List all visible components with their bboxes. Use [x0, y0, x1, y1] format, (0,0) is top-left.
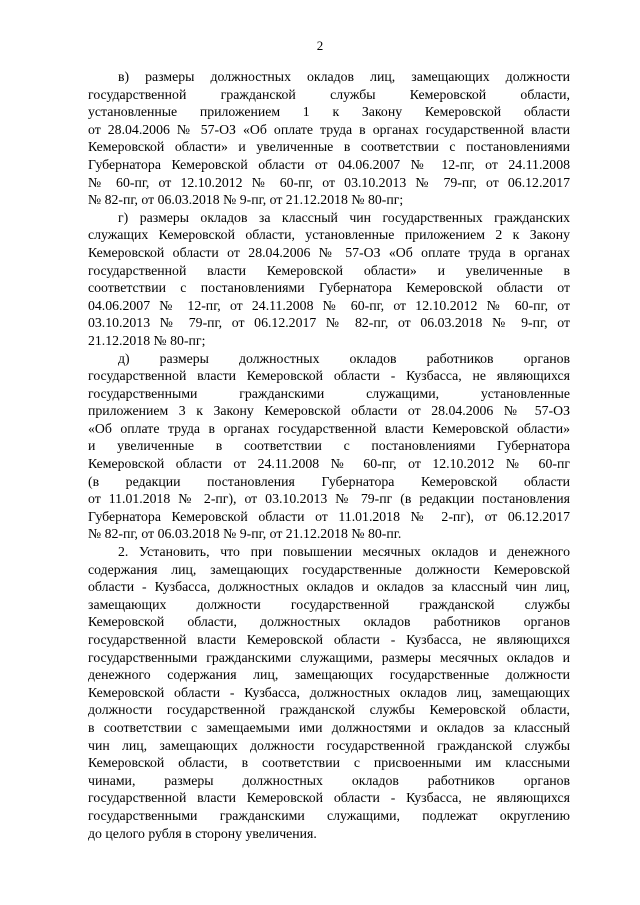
paragraph-d: [88, 350, 570, 544]
text-line: Кемеровской области» и увеличенные в соответствии с постановлениями: [88, 139, 570, 155]
text-line: № 82-пг, от 06.03.2018 № 9-пг, от 21.12.2018 № 80-пг;: [88, 192, 404, 208]
text-line: «Об оплате труда в органах государственной власти Кемеровской области»: [88, 420, 570, 436]
text-line: Губернатора Кемеровской области от 11.01.2018 № 2-пг), от 06.12.2017: [88, 508, 570, 524]
text-line: Кемеровской области, в соответствии с присвоенными им классными: [88, 755, 570, 771]
paragraph-g: [88, 209, 570, 350]
text-line: приложением 3 к Закону Кемеровской области от 28.04.2006 № 57-ОЗ: [88, 403, 570, 419]
text-line: в) размеры должностных окладов лиц, замещающих должности: [118, 69, 570, 84]
text-line: государственной власти Кемеровской области - Кузбасса, не являющихся: [88, 632, 570, 647]
text-line: чинами, размеры должностных окладов работников органов: [88, 772, 570, 788]
text-line: от 28.04.2006 № 57-ОЗ «Об оплате труда в органах государственной власти: [88, 121, 570, 137]
text-line: 21.12.2018 № 80-пг;: [88, 332, 206, 348]
text-line: № 60-пг, от 12.10.2012 № 60-пг, от 03.10.2013 № 79-пг, от 06.12.2017: [88, 174, 570, 190]
text-line: в соответствии с замещаемыми ими должностями и окладов за классный: [88, 719, 570, 735]
text-line: от 11.01.2018 № 2-пг), от 03.10.2013 № 79-пг (в редакции постановления: [88, 491, 570, 507]
text-line: 04.06.2007 № 12-пг, от 24.11.2008 № 60-пг, от 12.10.2012 № 60-пг, от: [88, 297, 570, 313]
text-line: государственной власти Кемеровской области - Кузбасса, не являющихся: [88, 368, 570, 384]
text-line: государственной власти Кемеровской области» и увеличенные в: [88, 262, 570, 278]
text-line: Кемеровской области - Кузбасса, должностных окладов лиц, замещающих: [88, 684, 570, 700]
text-line: денежного содержания лиц, замещающих государственные должности: [88, 667, 570, 683]
text-line: чин лиц, замещающих должности государственной гражданской службы: [88, 737, 570, 753]
paragraph-v: [88, 68, 570, 209]
text-line: области - Кузбасса, должностных окладов и окладов за классный чин лиц,: [88, 579, 570, 595]
text-line: должности государственной гражданской службы Кемеровской области,: [88, 702, 570, 718]
page-number: 2: [316, 38, 324, 53]
text-line: государственной власти Кемеровской области - Кузбасса, не являющихся: [88, 790, 570, 806]
text-line: до целого рубля в сторону увеличения.: [88, 825, 317, 841]
document-body: [88, 68, 570, 842]
text-line: установленные приложением 1 к Закону Кемеровской области: [88, 104, 570, 120]
text-line: государственной гражданской службы Кемеровской области,: [88, 86, 570, 102]
text-line: соответствии с постановлениями Губернатора Кемеровской области от: [88, 280, 570, 296]
text-line: Кемеровской области от 24.11.2008 № 60-пг, от 12.10.2012 № 60-пг: [88, 456, 570, 472]
text-line: служащих Кемеровской области, установленные приложением 2 к Закону: [88, 227, 570, 243]
text-line: и увеличенные в соответствии с постановлениями Губернатора: [88, 438, 570, 454]
text-line: государственными гражданскими служащими, подлежат округлению: [88, 807, 570, 823]
text-line: г) размеры окладов за классный чин государственных гражданских: [118, 209, 570, 225]
text-line: 03.10.2013 № 79-пг, от 06.12.2017 № 82-пг, от 06.03.2018 № 9-пг, от: [88, 315, 570, 331]
text-line: государственными гражданскими служащими, установленные: [88, 385, 570, 401]
text-line: (в редакции постановления Губернатора Кемеровской области: [88, 473, 570, 489]
text-line: № 82-пг, от 06.03.2018 № 9-пг, от 21.12.2018 № 80-пг.: [88, 526, 402, 542]
text-line: содержания лиц, замещающих государственные должности Кемеровской: [88, 561, 570, 577]
paragraph-2: [88, 543, 570, 842]
text-line: Кемеровской области, должностных окладов работников органов: [88, 614, 570, 630]
text-line: замещающих должности государственной гражданской службы: [88, 596, 570, 612]
text-line: 2. Установить, что при повышении месячных окладов и денежного: [118, 544, 570, 560]
text-line: д) размеры должностных окладов работников органов: [118, 350, 570, 366]
text-line: Губернатора Кемеровской области от 04.06.2007 № 12-пг, от 24.11.2008: [88, 156, 570, 172]
text-line: государственными гражданскими служащими, размеры месячных окладов и: [88, 649, 570, 665]
text-line: Кемеровской области от 28.04.2006 № 57-ОЗ «Об оплате труда в органах: [88, 244, 570, 260]
